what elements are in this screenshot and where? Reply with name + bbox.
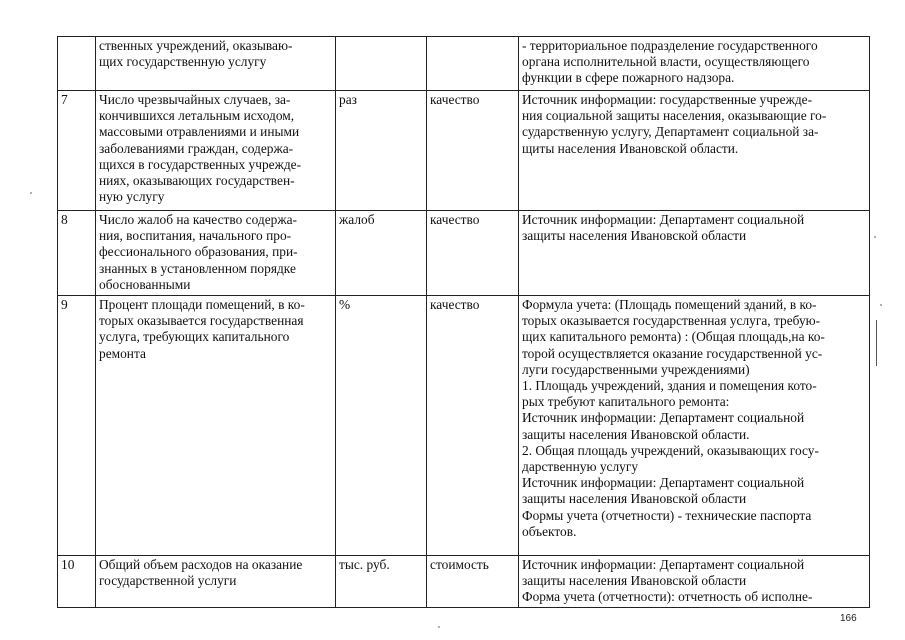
table-row [58,556,870,608]
table-row [58,211,870,296]
indicator-type-value: качество [430,92,480,107]
indicator-name-line: государственной услуги [99,573,237,589]
indicator-name-cell [96,91,336,211]
row-number-cell [58,296,96,556]
source-info-line: защиты населения Ивановской области [522,491,747,507]
source-info-line: Формы учета (отчетности) - технические паспорта [522,507,812,523]
table-row [58,91,870,211]
indicator-name-line: Число чрезвычайных случаев, за- [99,92,291,107]
scan-edge-mark [876,320,877,366]
scan-speck [30,192,32,194]
source-info-line: луги государственными учреждениями) [522,361,750,377]
scan-speck [438,626,440,628]
indicator-name-line: Процент площади помещений, в ко- [99,297,305,312]
indicator-name-cell [96,37,336,91]
unit-value: раз [339,92,357,107]
unit-value: % [339,297,351,312]
unit-cell [336,296,427,556]
indicator-type-value: качество [430,297,480,312]
indicator-name-line: ремонта [99,345,146,361]
indicators-table-body [58,37,870,608]
source-info-line: сударственную услугу, Департамент социальной за- [522,124,819,140]
source-info-line: Форма учета (отчетности): отчетность об исполне- [522,589,813,605]
indicator-name-line: фессионального образования, при- [99,244,298,260]
indicator-name-line: ную услугу [99,189,165,205]
source-info-line: торой осуществляется оказание государственной ус- [522,345,823,361]
indicator-type-cell [427,211,519,296]
indicator-type-value: стоимость [430,557,489,572]
row-number-cell [58,556,96,608]
source-info-line: объектов. [522,523,577,539]
indicator-name-line: щих государственную услугу [99,54,267,70]
source-info-line: дарственную услугу [522,459,639,475]
unit-cell [336,556,427,608]
indicator-name-line: услуга, требующих капитального [99,329,290,345]
source-info-line: торых оказывается государственная услуга, требую- [522,313,821,329]
source-info-cell [519,296,870,556]
source-info-line: Формула учета: (Площадь помещений зданий, в ко- [522,297,817,312]
source-info-line: щиты населения Ивановской области. [522,140,739,156]
indicator-name-line: ственных учреждений, оказываю- [99,38,293,53]
source-info-line: Источник информации: Департамент социальной [522,212,805,227]
indicator-name-line: ниях, оказывающих государствен- [99,173,295,189]
indicator-type-cell [427,37,519,91]
indicator-type-cell [427,91,519,211]
unit-cell [336,37,427,91]
source-info-line: - территориальное подразделение государственного [522,38,818,53]
unit-cell [336,91,427,211]
table-row [58,296,870,556]
source-info-line: щих капитального ремонта) : (Общая площадь,на ко- [522,329,825,345]
indicator-name-cell [96,211,336,296]
indicator-name-line: щихся в государственных учрежде- [99,156,302,172]
source-info-line: рых требуют капитального ремонта: [522,394,730,410]
source-info-cell [519,556,870,608]
source-info-line: Источник информации: Департамент социальной [522,475,805,491]
scan-speck [874,236,876,238]
page-number: 166 [840,613,857,624]
source-info-line: защиты населения Ивановской области [522,573,747,589]
row-number-cell [58,91,96,211]
indicator-name-line: знанных в установленном порядке [99,260,296,276]
source-info-line: ния социальной защиты населения, оказывающие го- [522,108,827,124]
unit-cell [336,211,427,296]
indicator-type-cell [427,296,519,556]
row-number: 9 [61,297,68,312]
row-number: 7 [61,92,68,107]
source-info-line: 2. Общая площадь учреждений, оказывающих госу- [522,442,819,458]
indicator-name-line: Общий объем расходов на оказание [99,557,303,572]
indicator-name-line: ния, воспитания, начального про- [99,228,292,244]
indicator-name-line: заболеваниями граждан, содержа- [99,140,294,156]
indicator-name-line: массовыми отравлениями и иными [99,124,300,140]
source-info-line: 1. Площадь учреждений, здания и помещения кото- [522,378,817,394]
indicator-name-cell [96,296,336,556]
row-number: 10 [61,557,75,572]
source-info-cell [519,37,870,91]
table-row [58,37,870,91]
row-number-cell [58,37,96,91]
indicator-name-line: кончившихся летальным исходом, [99,108,295,124]
source-info-line: Источник информации: Департамент социальной [522,557,805,572]
indicator-name-line: Число жалоб на качество содержа- [99,212,297,227]
indicator-name-line: торых оказывается государственная [99,313,304,329]
indicator-type-value: качество [430,212,480,227]
source-info-line: защиты населения Ивановской области [522,228,747,244]
row-number: 8 [61,212,68,227]
source-info-line: Источник информации: Департамент социальной [522,410,805,426]
unit-value: тыс. руб. [339,557,390,572]
indicator-name-cell [96,556,336,608]
source-info-cell [519,211,870,296]
row-number-cell [58,211,96,296]
source-info-cell [519,91,870,211]
source-info-line: Источник информации: государственные учрежде- [522,92,813,107]
source-info-line: функции в сфере пожарного надзора. [522,70,735,86]
source-info-line: защиты населения Ивановской области. [522,426,750,442]
indicator-name-line: обоснованными [99,276,191,292]
indicator-type-cell [427,556,519,608]
unit-value: жалоб [339,212,375,227]
indicators-table [57,36,870,608]
source-info-line: органа исполнительной власти, осуществляющего [522,54,810,70]
scan-speck [880,304,882,306]
